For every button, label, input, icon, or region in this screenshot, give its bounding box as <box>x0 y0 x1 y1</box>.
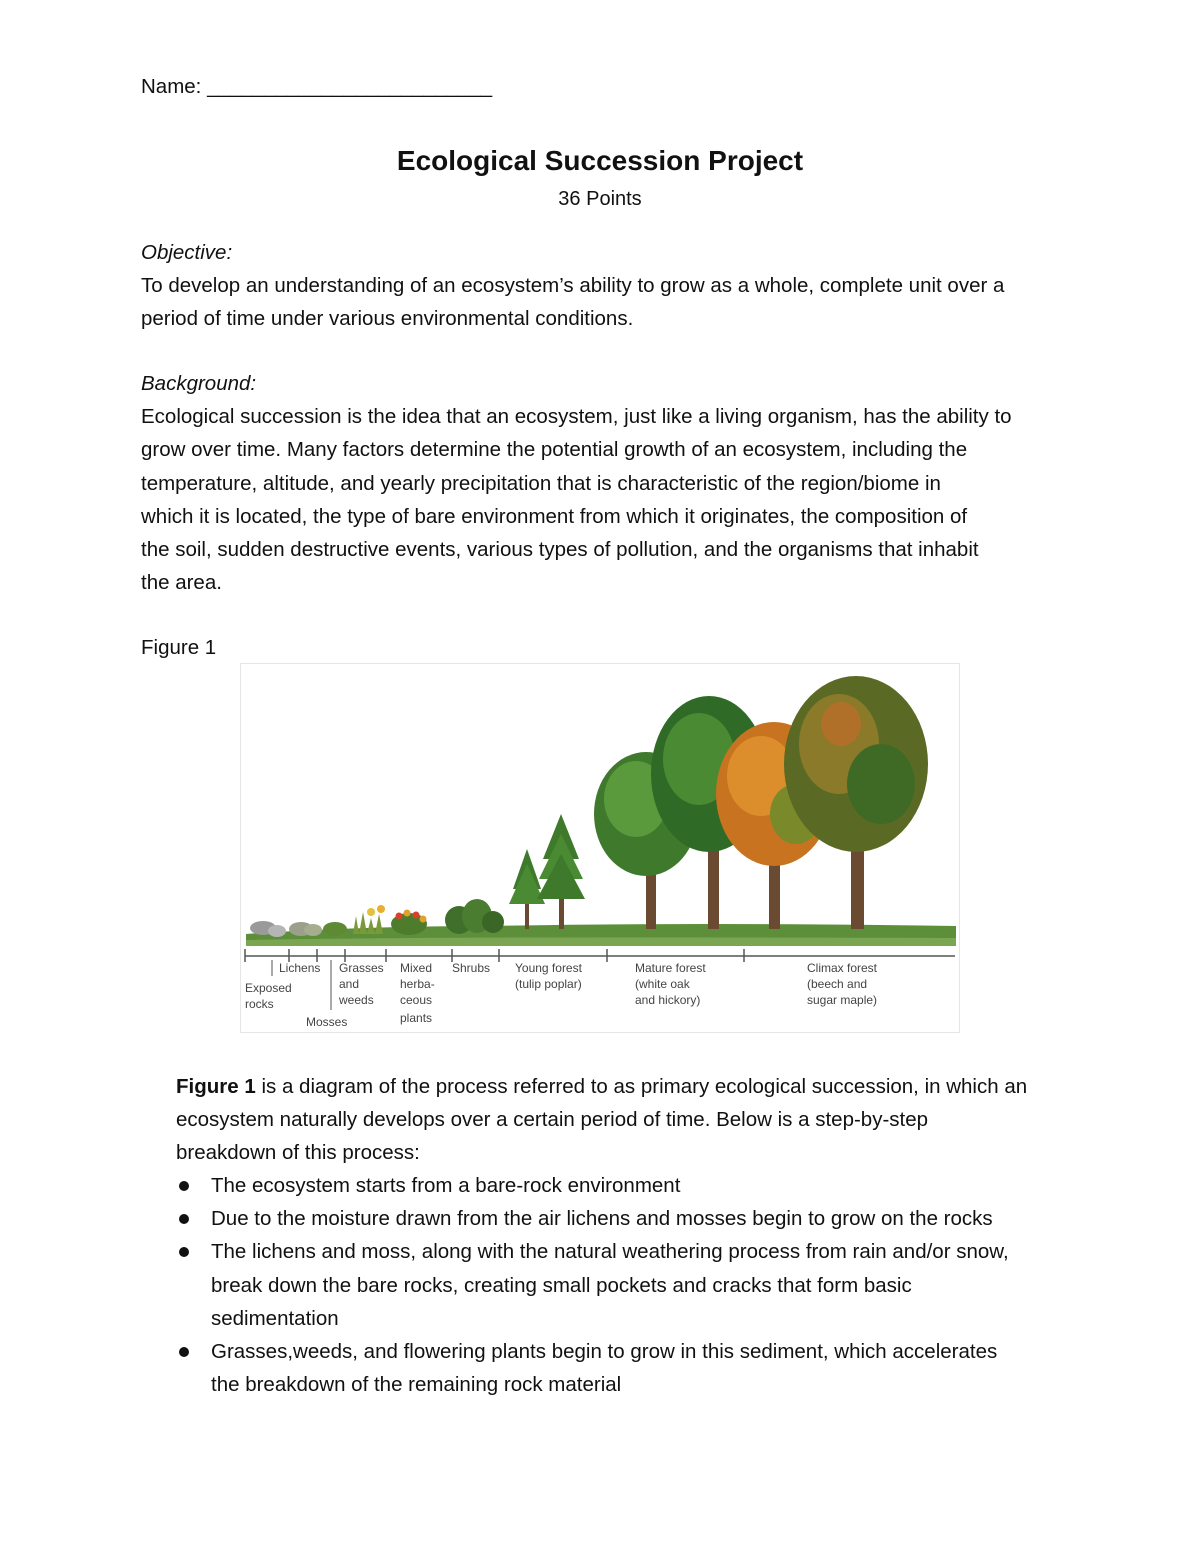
description-line: ecosystem naturally develops over a certain period of time. Below is a step-by-step <box>176 1108 929 1132</box>
bullet-text: The ecosystem starts from a bare-rock environment <box>211 1174 681 1197</box>
bullet-text: Due to the moisture drawn from the air lichens and mosses begin to grow on the rocks <box>211 1207 993 1231</box>
bullet-text: Grasses,weeds, and flowering plants begin to grow in this sediment, which accelerates <box>211 1340 998 1364</box>
stage-label-mosses: Mosses <box>306 1015 348 1029</box>
young-tree-icon <box>509 849 545 929</box>
shrub-icon <box>445 899 504 934</box>
bullet-icon <box>179 1247 189 1257</box>
list-item <box>176 1235 1076 1335</box>
background-line: grow over time. Many factors determine the potential growth of an ecosystem, including the <box>141 438 968 462</box>
stage-label-grasses: Grasses and weeds <box>339 961 384 1007</box>
lichen-rock-icon <box>304 924 322 936</box>
objective-section <box>141 236 1071 336</box>
figure-label: Figure 1 <box>141 636 217 659</box>
ground-highlight <box>246 937 956 946</box>
name-line <box>141 70 492 103</box>
stage-label-shrubs: Shrubs <box>452 961 491 975</box>
bullet-icon <box>179 1181 189 1191</box>
background-heading: Background: <box>141 372 257 395</box>
list-item <box>176 1202 1076 1235</box>
figure-description <box>176 1070 1076 1170</box>
background-line: the area. <box>141 571 222 595</box>
name-blank[interactable]: _________________________ <box>207 75 493 98</box>
grass-icon <box>353 905 385 934</box>
background-line: which it is located, the type of bare environment from which it originates, the composition of <box>141 504 968 528</box>
bullet-icon <box>179 1347 189 1357</box>
stage-label-mature-forest: Mature forest (white oak and hickory) <box>635 961 706 1007</box>
bullet-text: The lichens and moss, along with the natural weathering process from rain and/or snow, <box>211 1240 1009 1264</box>
list-item <box>176 1169 1076 1202</box>
figure-ref-bold: Figure 1 <box>176 1075 256 1098</box>
succession-illustration <box>241 664 961 1034</box>
background-section <box>141 367 1071 599</box>
background-line: Ecological succession is the idea that an ecosystem, just like a living organism, has the ability to <box>141 405 1012 429</box>
points-subtitle: 36 Points <box>558 188 642 210</box>
moss-icon <box>323 922 347 936</box>
climax-tree-icon <box>784 676 928 929</box>
rock-icon <box>268 925 286 937</box>
process-steps-list <box>176 1169 1076 1401</box>
list-item <box>176 1335 1076 1401</box>
young-tree-icon <box>537 814 585 929</box>
bullet-text: break down the bare rocks, creating small pockets and cracks that form basic <box>211 1273 912 1297</box>
description-line: breakdown of this process: <box>176 1141 420 1165</box>
stage-label-climax-forest: Climax forest (beech and sugar maple) <box>807 961 878 1007</box>
bullet-icon <box>179 1214 189 1224</box>
bullet-text: sedimentation <box>211 1306 339 1330</box>
stage-label-lichens: Lichens <box>279 961 321 975</box>
objective-line: To develop an understanding of an ecosystem’s ability to grow as a whole, complete unit over a <box>141 274 1005 298</box>
name-label: Name: <box>141 75 202 98</box>
herbaceous-plants-icon <box>391 910 427 936</box>
objective-heading: Objective: <box>141 241 233 264</box>
page-title: Ecological Succession Project <box>396 145 804 176</box>
stage-label-mixed-herbaceous: Mixed herba-ceous plants <box>400 961 435 1025</box>
stage-label-young-forest: Young forest (tulip poplar) <box>515 961 582 991</box>
succession-figure <box>240 663 960 1033</box>
stage-label-exposed-rocks: Exposed rocks <box>245 981 292 1011</box>
background-line: temperature, altitude, and yearly precipitation that is characteristic of the region/biome in <box>141 471 941 495</box>
description-line: is a diagram of the process referred to as primary ecological succession, in which an <box>255 1075 1028 1098</box>
background-line: the soil, sudden destructive events, various types of pollution, and the organisms that inhabit <box>141 538 979 562</box>
bullet-text: the breakdown of the remaining rock material <box>211 1373 622 1397</box>
objective-line: period of time under various environmental conditions. <box>141 307 634 331</box>
